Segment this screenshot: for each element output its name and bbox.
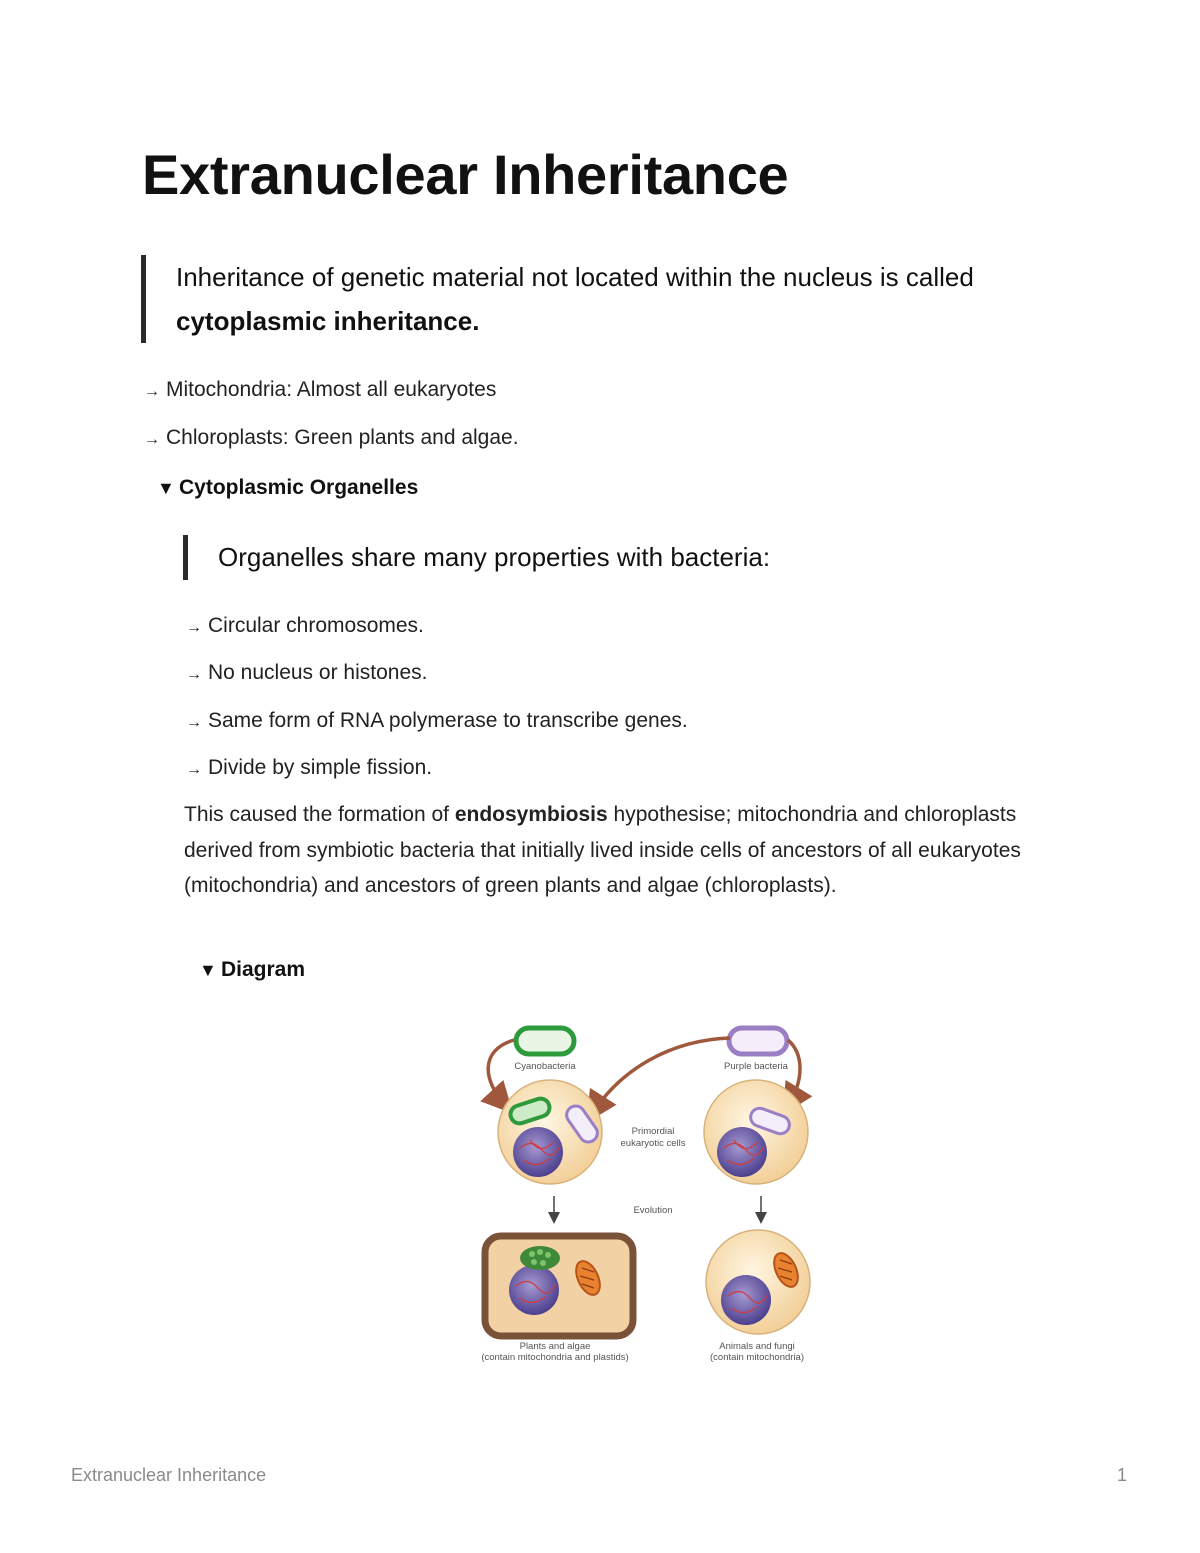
- engulf-arrow: [488, 1040, 514, 1106]
- arrow-icon: →: [186, 619, 202, 636]
- arrow-icon: →: [186, 666, 202, 683]
- plants-label: (contain mitochondria and plastids): [481, 1352, 629, 1363]
- footer-title: Extranuclear Inheritance: [71, 1465, 267, 1485]
- cyanobacteria-label: Cyanobacteria: [514, 1061, 576, 1072]
- triangle-down-icon: ▼: [199, 960, 217, 980]
- arrow-icon: →: [144, 431, 160, 448]
- plant-cell: [485, 1236, 633, 1336]
- animals-label: Animals and fungi: [719, 1341, 795, 1352]
- list-item: → No nucleus or histones.: [186, 659, 427, 689]
- arrow-icon: →: [144, 383, 160, 400]
- endosymbiosis-diagram: [470, 1020, 830, 1370]
- primordial-label: Primordial: [631, 1126, 675, 1137]
- list-item: → Mitochondria: Almost all eukaryotes: [144, 376, 496, 406]
- plants-label: Plants and algae: [519, 1341, 591, 1352]
- arrow-icon: →: [186, 761, 202, 778]
- callout-quote: [141, 255, 1046, 343]
- list-item: → Chloroplasts: Green plants and algae.: [144, 424, 519, 454]
- callout-text: Inheritance of genetic material not located within the nucleus is called cytoplasmic inheritance.: [176, 262, 974, 336]
- animals-label: (contain mitochondria): [710, 1352, 804, 1363]
- organelles-callout-text: Organelles share many properties with bacteria:: [218, 542, 771, 572]
- list-item: → Same form of RNA polymerase to transcribe genes.: [186, 707, 688, 737]
- purple-bacteria-label: Purple bacteria: [724, 1061, 788, 1072]
- endosymbiosis-term: endosymbiosis: [454, 803, 608, 826]
- cyanobacteria-shape: [516, 1028, 574, 1054]
- arrow-icon: →: [186, 714, 202, 731]
- organelles-callout: [183, 535, 988, 580]
- triangle-down-icon: ▼: [157, 478, 175, 498]
- list-item: → Divide by simple fission.: [186, 754, 432, 784]
- page-number: 1: [1117, 1465, 1128, 1485]
- callout-bold-term: cytoplasmic inheritance.: [176, 306, 480, 336]
- endosymbiosis-paragraph: This caused the formation of endosymbiosis hypothesise; mitochondria and chloroplasts derived from symbiotic bacteria that initially lived inside cells of ancestors of all eukaryotes (mitochondria) and ancestors of green plants and algae (chloroplasts).: [184, 803, 1021, 897]
- toggle-diagram[interactable]: ▼ Diagram: [199, 956, 305, 984]
- toggle-cytoplasmic-organelles[interactable]: ▼ Cytoplasmic Organelles: [157, 474, 418, 502]
- page-title: Extranuclear Inheritance: [142, 143, 789, 206]
- purple-bacteria-shape: [729, 1028, 787, 1054]
- evolution-label: Evolution: [633, 1205, 673, 1216]
- list-item: → Circular chromosomes.: [186, 612, 424, 642]
- engulf-arrow: [592, 1038, 730, 1114]
- primordial-label: eukaryotic cells: [620, 1138, 686, 1149]
